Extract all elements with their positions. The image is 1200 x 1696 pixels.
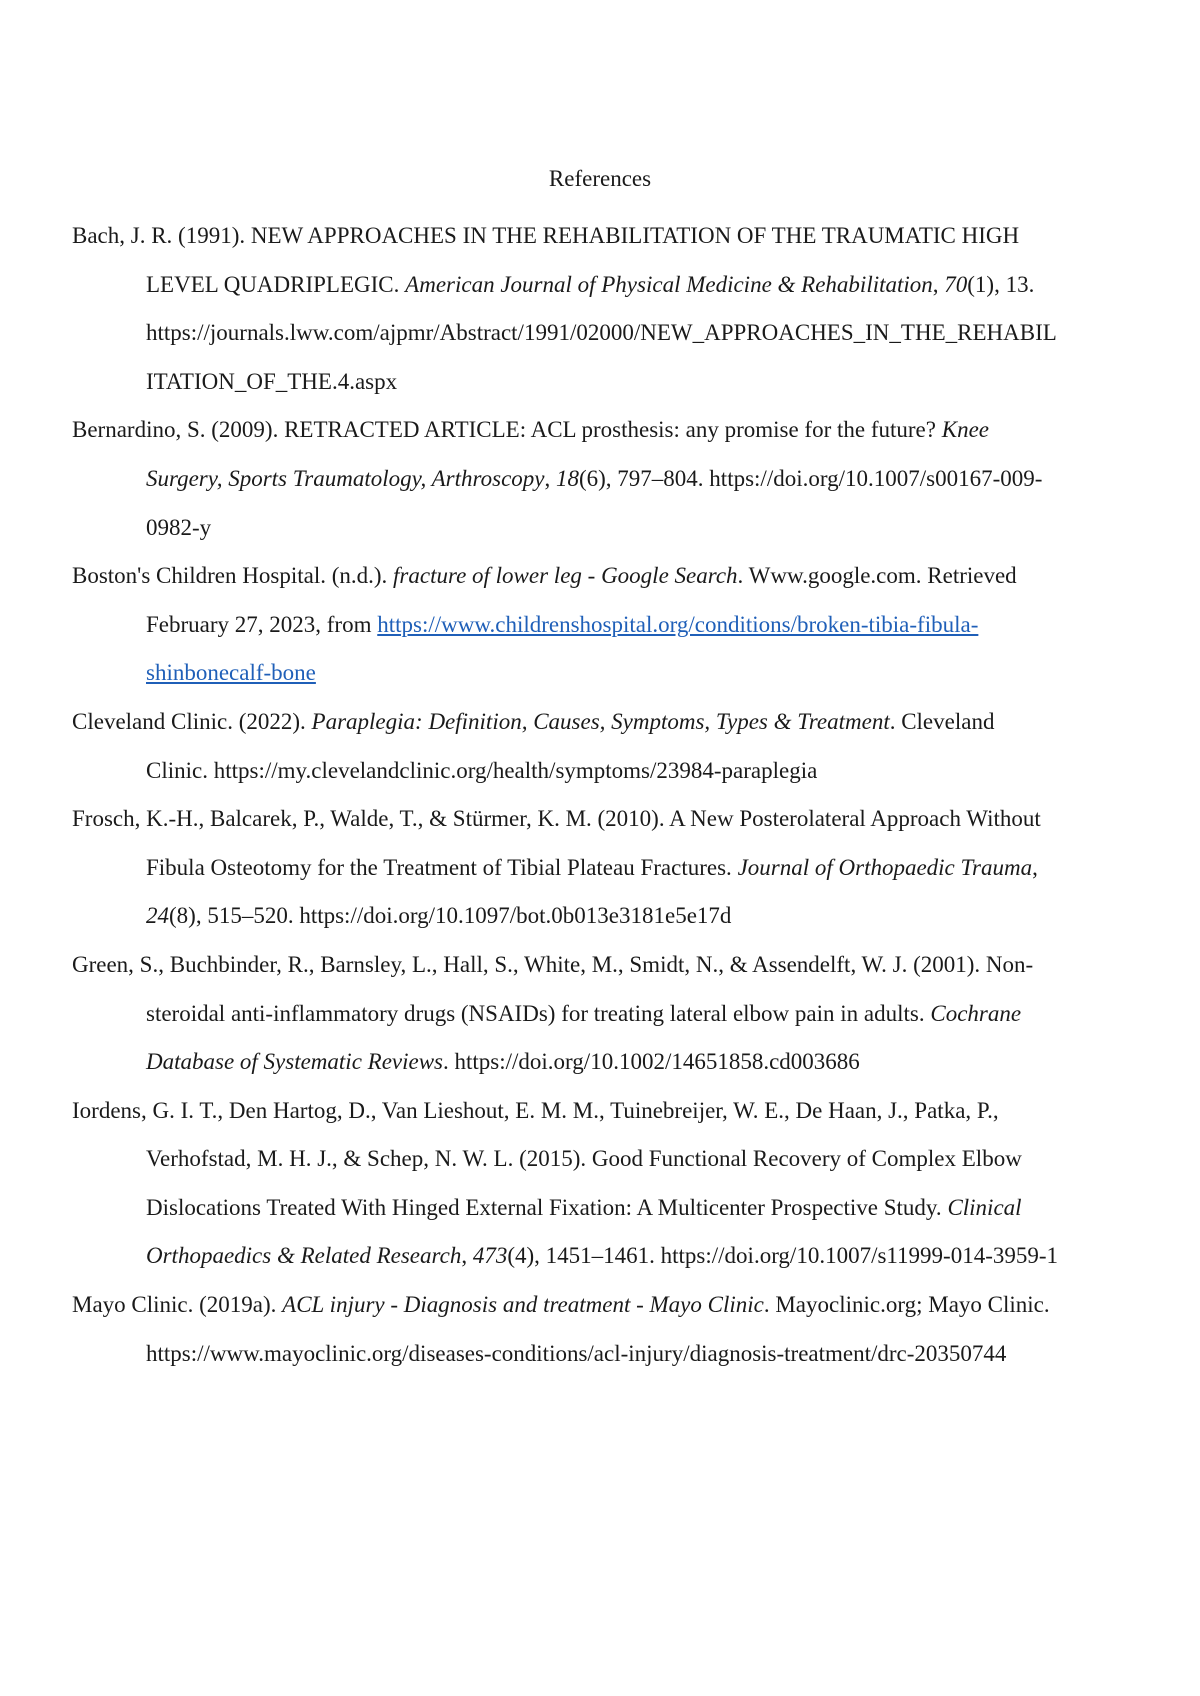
page-title: References [548, 166, 652, 191]
reference-entry-frosch [72, 795, 1062, 941]
separator: , [1032, 854, 1038, 880]
separator: , [932, 271, 945, 297]
reference-entry-cleveland-clinic [72, 698, 1062, 795]
reference-text: Iordens, G. I. T., Den Hartog, D., Van Lieshout, E. M. M., Tuinebreijer, W. E., De Haan, J., Patka, P., Verhofstad, M. H. J., & Schep, N. W. L. (2015). Good Functional Recovery of Complex Elbow Dislocations Treated With Hinged External Fixation: A Multicenter Prospective Study. [72, 1097, 1022, 1220]
reference-list [72, 212, 1062, 1378]
volume-number: 18 [555, 465, 579, 491]
reference-text: Bernardino, S. (2009). RETRACTED ARTICLE: ACL prosthesis: any promise for the future? [72, 417, 942, 443]
reference-entry-boston-childrens [72, 552, 1062, 698]
work-title: Paraplegia: Definition, Causes, Symptoms, Types & Treatment [311, 708, 890, 734]
journal-title: Cochrane Database of Systematic Reviews [146, 1000, 1022, 1075]
separator: , [544, 465, 556, 491]
journal-title: American Journal of Physical Medicine & Rehabilitation [405, 271, 933, 297]
volume-number: 473 [472, 1243, 508, 1269]
reference-text: Cleveland Clinic. (2022). [72, 708, 312, 734]
reference-entry-green [72, 941, 1062, 1087]
reference-text: (8), 515–520. https://doi.org/10.1097/bot.0b013e3181e5e17d [169, 903, 732, 929]
reference-entry-mayo-clinic [72, 1281, 1062, 1378]
reference-text: . Cleveland Clinic. https://my.clevelandclinic.org/health/symptoms/23984-paraplegia [146, 708, 995, 783]
reference-text: . Mayoclinic.org; Mayo Clinic. https://www.mayoclinic.org/diseases-conditions/acl-injury/diagnosis-treatment/drc-20350744 [146, 1292, 1050, 1366]
reference-text: Bach, J. R. (1991). NEW APPROACHES IN THE REHABILITATION OF THE TRAUMATIC HIGH LEVEL QUADRIPLEGIC. [72, 223, 1020, 297]
reference-text: Frosch, K.-H., Balcarek, P., Walde, T., & Stürmer, K. M. (2010). A New Posterolateral Approach Without Fibula Osteotomy for the Treatment of Tibial Plateau Fractures. [72, 806, 1041, 880]
journal-title: Knee Surgery, Sports Traumatology, Arthroscopy [146, 417, 989, 491]
journal-title: Clinical Orthopaedics & Related Research [146, 1194, 1022, 1269]
reference-entry-iordens [72, 1087, 1062, 1281]
reference-text: (6), 797–804. https://doi.org/10.1007/s00167-009-0982-y [146, 465, 1043, 540]
work-title: ACL injury - Diagnosis and treatment - Mayo Clinic [282, 1292, 764, 1318]
reference-text: (4), 1451–1461. https://doi.org/10.1007/s11999-014-3959-1 [507, 1243, 1059, 1269]
volume-number: 70 [944, 271, 968, 297]
reference-entry-bernardino [72, 406, 1062, 552]
separator: , [461, 1243, 473, 1269]
work-title: fracture of lower leg - Google Search [393, 563, 738, 589]
volume-number: 24 [146, 903, 169, 929]
journal-title: Journal of Orthopaedic Trauma [737, 854, 1033, 880]
reference-text: Green, S., Buchbinder, R., Barnsley, L., Hall, S., White, M., Smidt, N., & Assendelft, W. J. (2001). Non-steroidal anti-inflammatory drugs (NSAIDs) for treating lateral elbow pain in adults. [72, 951, 1034, 1026]
reference-text: Boston's Children Hospital. (n.d.). [72, 563, 394, 589]
reference-text: (1), 13. https://journals.lww.com/ajpmr/Abstract/1991/02000/NEW_APPROACHES_IN_THE_REHABILITATION_OF_THE.4.aspx [146, 271, 1057, 394]
reference-text: . https://doi.org/10.1002/14651858.cd003686 [443, 1049, 860, 1075]
reference-text: Mayo Clinic. (2019a). [72, 1292, 283, 1318]
reference-entry-bach [72, 212, 1062, 406]
reference-link[interactable]: https://www.childrenshospital.org/conditions/broken-tibia-fibula-shinbonecalf-bone [146, 611, 979, 686]
reference-text: . Www.google.com. Retrieved February 27, 2023, from [146, 563, 1017, 637]
